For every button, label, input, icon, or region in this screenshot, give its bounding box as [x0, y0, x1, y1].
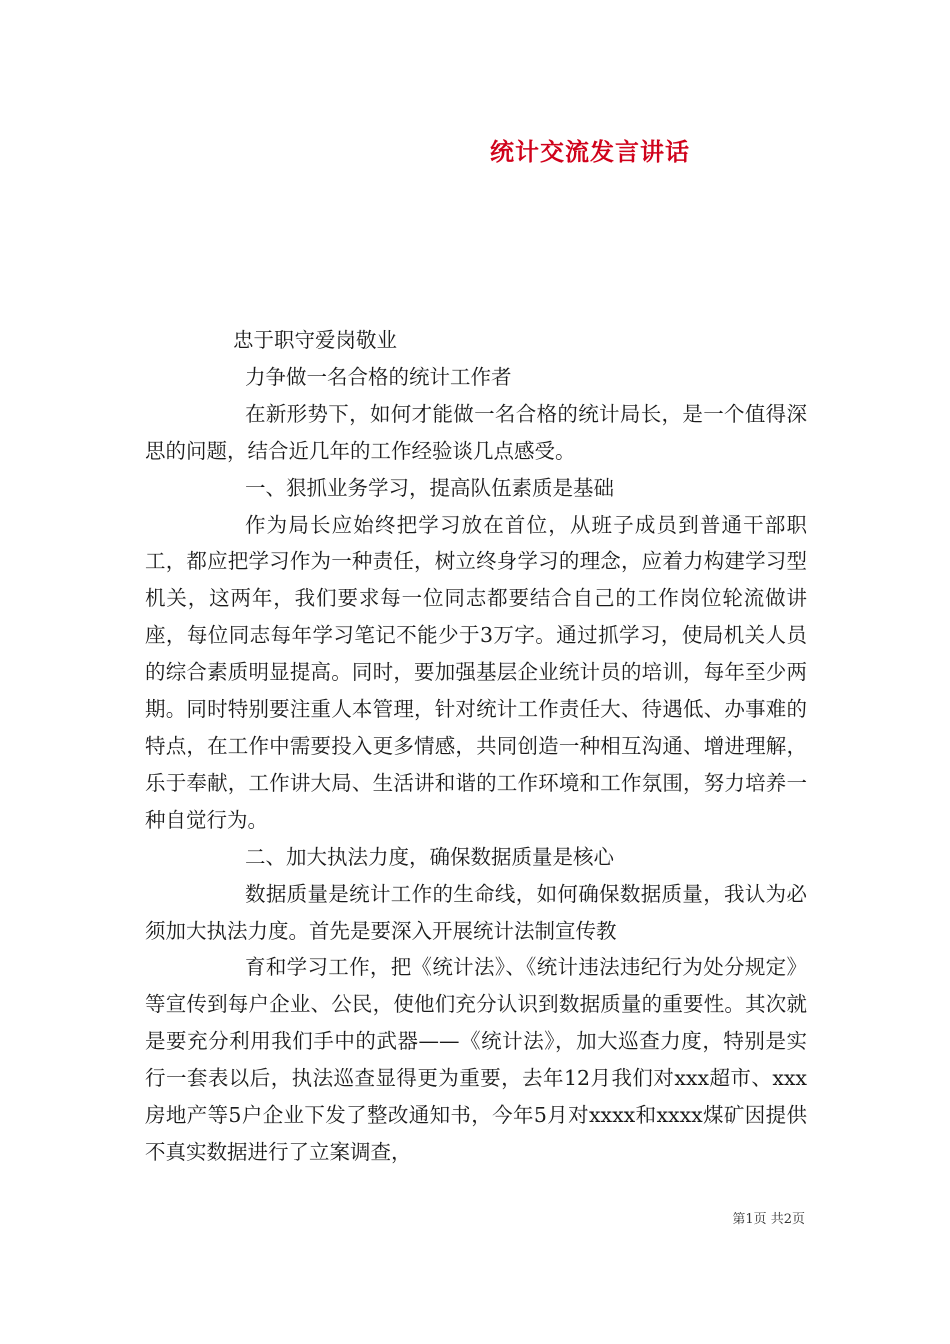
paragraph-section-2a: 数据质量是统计工作的生命线，如何确保数据质量，我认为必须加大执法力度。首先是要深入开展统计法制宣传教: [145, 881, 807, 943]
paragraph-intro: 在新形势下，如何才能做一名合格的统计局长，是一个值得深思的问题，结合近几年的工作经验谈几点感受。: [145, 401, 807, 463]
section-heading-2: 二、加大执法力度，确保数据质量是核心: [245, 844, 614, 869]
page-number: 第1页 共2页: [732, 1212, 805, 1227]
paragraph-section-2b: 育和学习工作，把《统计法》、《统计违法违纪行为处分规定》等宣传到每户企业、公民，使他们充分认识到数据质量的重要性。其次就是要充分利用我们手中的武器——《统计法》，加大巡查力度，特别是实行一套表以后，执法巡查显得更为重要，去年12月我们对xxx超市、xxx房地产等5户企业下发了整改通知书，今年5月对xxxx和xxxx煤矿因提供不真实数据进行了立案调查，: [145, 955, 807, 1164]
paragraph-section-1: 作为局长应始终把学习放在首位，从班子成员到普通干部职工，都应把学习作为一种责任，树立终身学习的理念，应着力构建学习型机关，这两年，我们要求每一位同志都要结合自己的工作岗位轮流做讲座，每位同志每年学习笔记不能少于3万字。通过抓学习，使局机关人员的综合素质明显提高。同时，要加强基层企业统计员的培训，每年至少两期。同时特别要注重人本管理，针对统计工作责任大、待遇低、办事难的特点，在工作中需要投入更多情感，共同创造一种相互沟通、增进理解，乐于奉献，工作讲大局、生活讲和谐的工作环境和工作氛围，努力培养一种自觉行为。: [145, 512, 807, 832]
paragraph-subtitle-1: 忠于职守爱岗敬业: [233, 328, 397, 352]
document-title: 统计交流发言讲话: [490, 137, 690, 166]
paragraph-subtitle-2: 力争做一名合格的统计工作者: [245, 364, 512, 389]
document-body: [145, 322, 807, 1171]
section-heading-1: 一、狠抓业务学习，提高队伍素质是基础: [245, 475, 614, 500]
